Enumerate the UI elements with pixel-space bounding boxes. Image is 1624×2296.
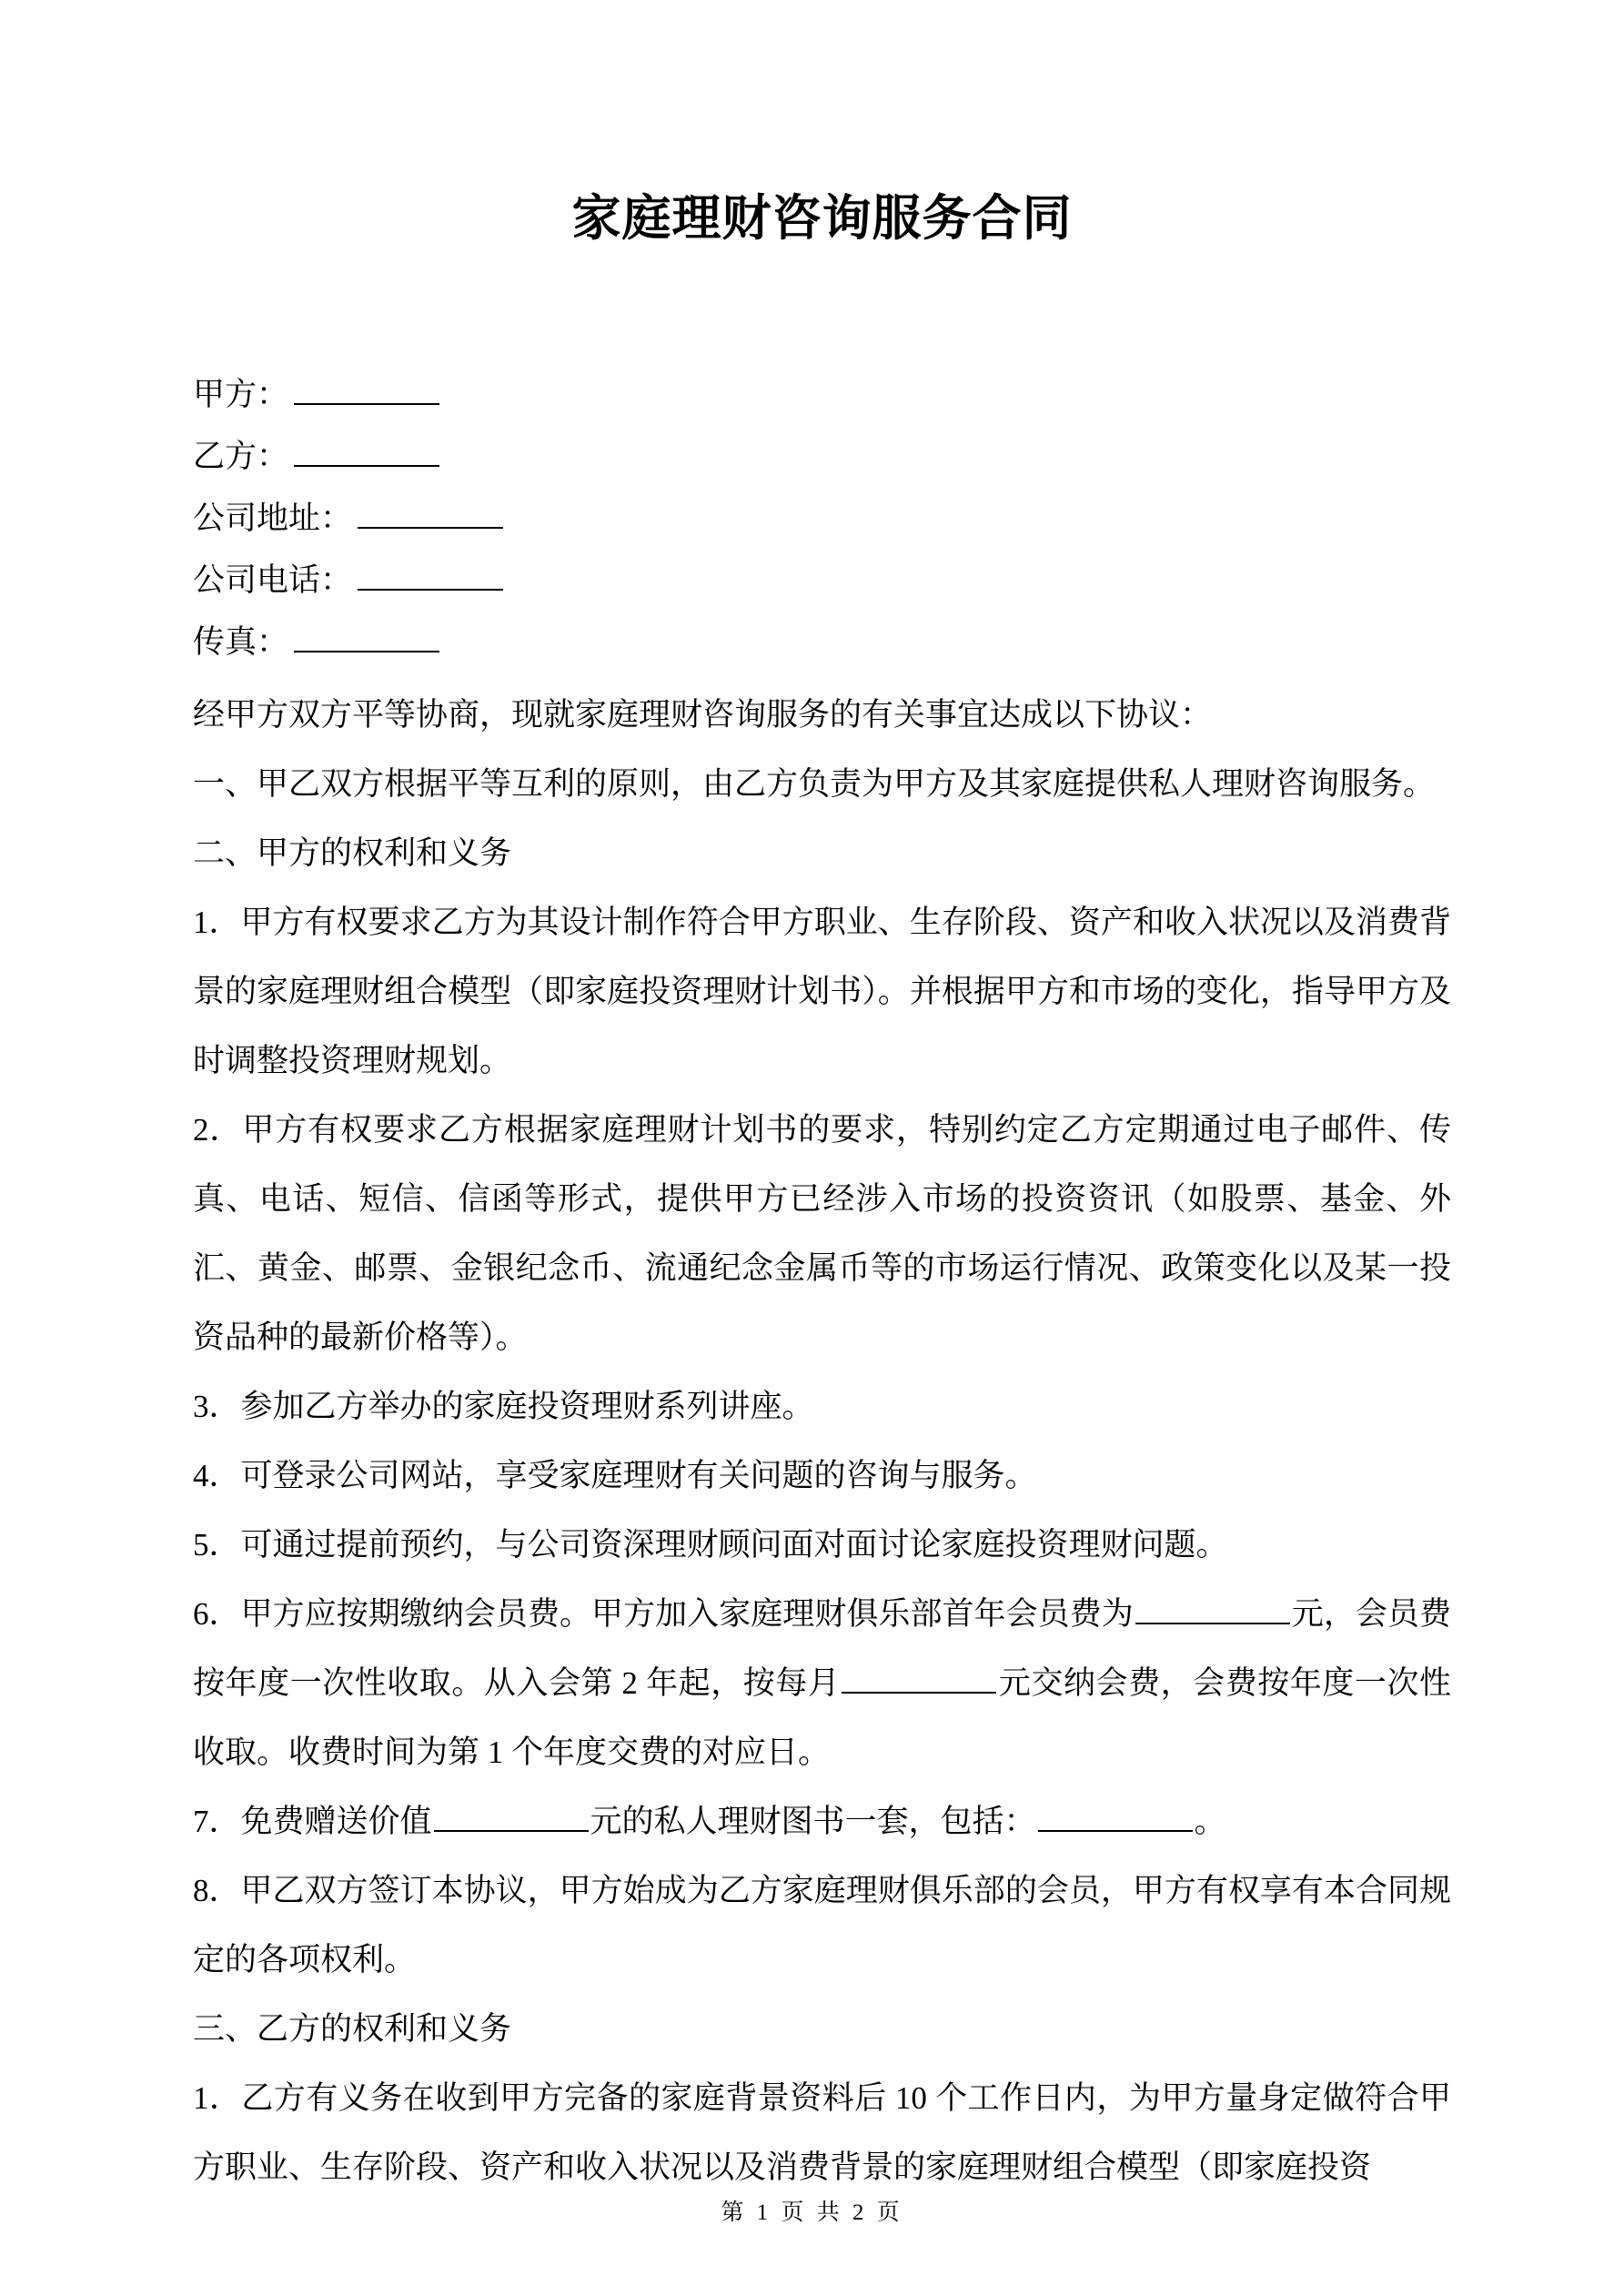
blank-line [294, 373, 439, 405]
page-number: 第 1 页 共 2 页 [721, 2200, 903, 2225]
paragraph-text: 一、甲乙双方根据平等互利的原则，由乙方负责为甲方及其家庭提供私人理财咨询服务。 [193, 766, 1436, 802]
header-fields [193, 364, 1451, 673]
field-label: 公司电话： [193, 562, 353, 598]
paragraph [193, 681, 1451, 750]
page-footer [0, 2194, 1624, 2227]
paragraph [193, 1856, 1451, 1995]
document-title: 家庭理财咨询服务合同 [571, 191, 1073, 246]
paragraph-text: 1．乙方有义务在收到甲方完备的家庭背景资料后 10 个工作日内，为甲方量身定做符合甲方职业、生存阶段、资产和收入状况以及消费背景的家庭理财组合模型（即家庭投资 [193, 2080, 1451, 2185]
field-label: 乙方： [193, 439, 289, 474]
paragraph-text: 5．可通过提前预约，与公司资深理财顾问面对面讨论家庭投资理财问题。 [193, 1527, 1228, 1563]
document-body [193, 681, 1451, 2202]
field-row [193, 426, 1451, 488]
paragraph [193, 1372, 1451, 1441]
paragraph-text: 3．参加乙方举办的家庭投资理财系列讲座。 [193, 1389, 814, 1424]
paragraph [193, 750, 1451, 819]
blank-line [842, 1662, 996, 1694]
paragraph [193, 1441, 1451, 1511]
paragraph [193, 2064, 1451, 2202]
paragraph-text: 。 [1194, 1804, 1226, 1839]
paragraph [193, 1511, 1451, 1580]
paragraph-text: 4．可登录公司网站，享受家庭理财有关问题的咨询与服务。 [193, 1458, 1037, 1493]
blank-line [294, 435, 439, 467]
paragraph [193, 1580, 1451, 1787]
field-label: 公司地址： [193, 501, 353, 536]
field-label: 甲方： [193, 377, 289, 412]
paragraph-text: 1．甲方有权要求乙方为其设计制作符合甲方职业、生存阶段、资产和收入状况以及消费背景的家庭理财组合模型（即家庭投资理财计划书）。并根据甲方和市场的变化，指导甲方及时调整投资理财规划。 [193, 905, 1451, 1078]
paragraph-text: 三、乙方的权利和义务 [193, 2011, 512, 2047]
paragraph-text: 元交纳会费，会费按年度一次性收取。收费时间为第 1 个年度交费的对应日。 [193, 1665, 1451, 1770]
paragraph [193, 819, 1451, 888]
paragraph-text: 经甲方双方平等协商，现就家庭理财咨询服务的有关事宜达成以下协议： [193, 697, 1213, 733]
field-label: 传真： [193, 624, 289, 660]
paragraph [193, 1995, 1451, 2064]
paragraph [193, 1096, 1451, 1372]
field-row [193, 488, 1451, 550]
paragraph-text: 8．甲乙双方签订本协议，甲方始成为乙方家庭理财俱乐部的会员，甲方有权享有本合同规定的各项权利。 [193, 1873, 1451, 1977]
paragraph-text: 6．甲方应按期缴纳会员费。甲方加入家庭理财俱乐部首年会员费为 [193, 1596, 1134, 1632]
paragraph-text: 元，会员费按年度一次性收取。从入会第 2 年起，按每月 [193, 1596, 1451, 1701]
paragraph-text: 2．甲方有权要求乙方根据家庭理财计划书的要求，特别约定乙方定期通过电子邮件、传真、电话、短信、信函等形式，提供甲方已经涉入市场的投资资讯（如股票、基金、外汇、黄金、邮票、金银纪念币、流通纪念金属币等的市场运行情况、政策变化以及某一投资品种的最新价格等）。 [193, 1112, 1451, 1355]
blank-line [434, 1800, 589, 1832]
field-row [193, 612, 1451, 673]
field-row [193, 364, 1451, 426]
paragraph-text: 二、甲方的权利和义务 [193, 835, 512, 871]
paragraph [193, 1787, 1451, 1856]
field-row [193, 550, 1451, 612]
blank-line [358, 497, 503, 529]
paragraph-text: 7．免费赠送价值 [193, 1804, 432, 1839]
paragraph [193, 888, 1451, 1096]
blank-line [358, 559, 503, 591]
blank-line [294, 621, 439, 652]
blank-line [1135, 1593, 1290, 1624]
paragraph-text: 元的私人理财图书一套，包括： [590, 1804, 1036, 1839]
blank-line [1038, 1800, 1193, 1832]
